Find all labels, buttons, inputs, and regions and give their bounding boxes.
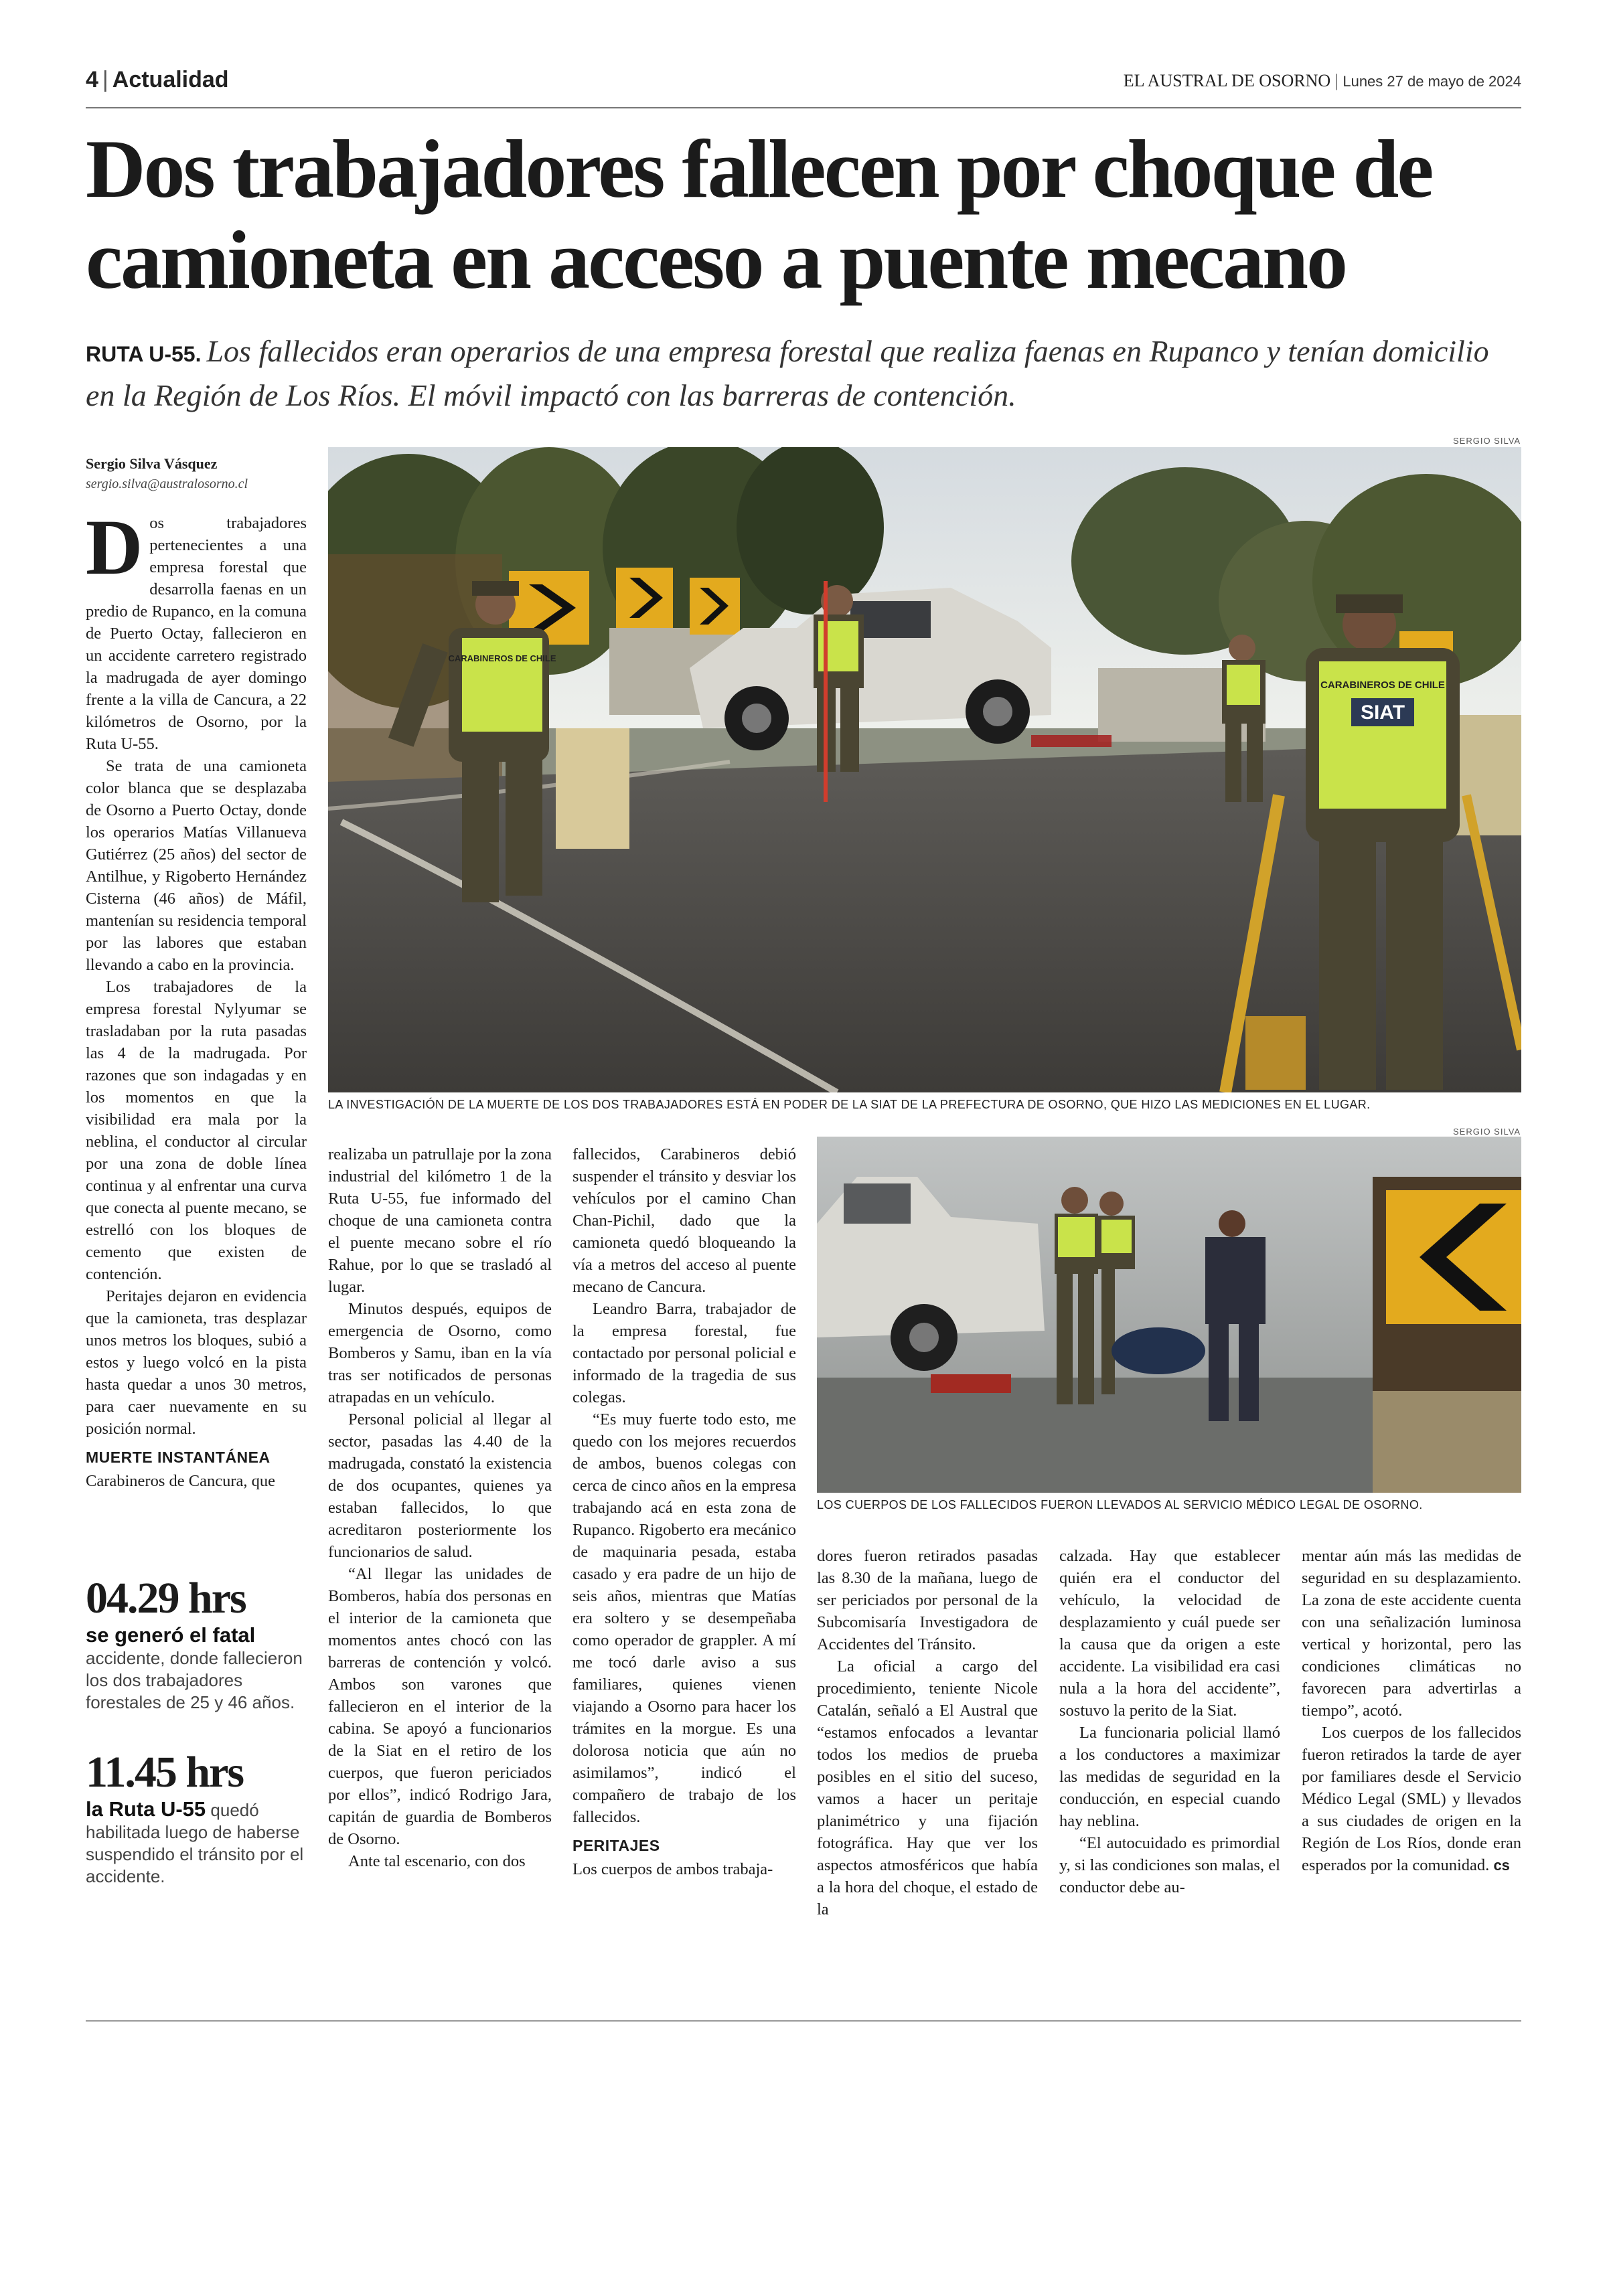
- article-column-4: [817, 1545, 1038, 1920]
- header-divider: [86, 107, 1521, 108]
- col4-paragraph-1: dores fueron retirados pasadas las 8.30 de la mañana, luego de ser periciados por personal de la Subcomisaría Investigadora de Accidentes del Tránsito.: [817, 1547, 1038, 1653]
- publication-info: EL AUSTRAL DE OSORNO | Lunes 27 de mayo de 2024: [1123, 71, 1521, 90]
- second-photo-credit: SERGIO SILVA: [1453, 1127, 1521, 1137]
- footer-divider: [86, 2020, 1521, 2022]
- section-name: Actualidad: [112, 67, 229, 92]
- col3-paragraph-3: “Es muy fuerte todo esto, me quedo con los mejores recuerdos de ambos, buenos colegas con cerca de cinco años en la empresa trabajando acá en esta zona de Rupanco. Rigoberto era mecánico de maquinaria pesada, estaba casado y era padre de un hijo de seis años, mientras que Matías era soltero y se desempeñaba como operador de grappler. A mí me tocó darle aviso a sus familiares, quienes vienen viajando a Osorno para hacer los trámites en la morgue. Es una dolorosa noticia que aún no asimilamos”, indicó el compañero de trabajo de los fallecidos.: [572, 1410, 796, 1826]
- byline-name: Sergio Silva Vásquez: [86, 455, 218, 472]
- stat-box-2: [86, 1747, 313, 1888]
- col2-paragraph-5: Ante tal escenario, con dos: [348, 1852, 526, 1870]
- main-photo-image: [328, 447, 1521, 1092]
- col1-paragraph-5: Carabineros de Cancura, que: [86, 1472, 275, 1490]
- byline-email[interactable]: sergio.silva@australosorno.cl: [86, 477, 248, 491]
- col5-paragraph-3: “El autocuidado es primordial y, si las condiciones son malas, el conductor debe au-: [1059, 1834, 1280, 1896]
- main-photo-caption: LA INVESTIGACIÓN DE LA MUERTE DE LOS DOS TRABAJADORES ESTÁ EN PODER DE LA SIAT DE LA PREFECTURA DE OSORNO, QUE HIZO LAS MEDICIONES EN EL LUGAR.: [328, 1098, 1371, 1111]
- subhead-peritajes: PERITAJES: [572, 1837, 660, 1854]
- col3-paragraph-4: Los cuerpos de ambos trabaja-: [572, 1860, 773, 1878]
- col3-paragraph-1: fallecidos, Carabineros debió suspender el tránsito y desviar los vehículos por el camino Chan Chan-Pichil, dado que la camioneta quedó bloqueando la vía a metros del acceso al puente mecano de Cancura.: [572, 1145, 796, 1296]
- col1-paragraph-4: Peritajes dejaron en evidencia que la camioneta, tras desplazar unos metros los bloques, subió a estos y luego volcó en la pista hasta quedar a unos 30 metros, para caer nuevamente en su posición normal.: [86, 1287, 307, 1438]
- page-section-label: 4 | Actualidad: [86, 67, 229, 92]
- stat-lead-1: se generó el fatal: [86, 1623, 256, 1647]
- stat-text-2: quedó habilitada luego de haberse suspendido el tránsito por el accidente.: [86, 1800, 304, 1886]
- col2-paragraph-2: Minutos después, equipos de emergencia de Osorno, como Bomberos y Samu, iban en la vía tras ser notificados de personas atrapadas en un vehículo.: [328, 1300, 552, 1406]
- vest-label: SIAT: [1360, 702, 1405, 724]
- article-column-5: [1059, 1545, 1280, 1898]
- page-number: 4: [86, 67, 98, 92]
- stat-value-2: 11.45 hrs: [86, 1748, 244, 1797]
- stat-text-1: accidente, donde fallecieron los dos trabajadores forestales de 25 y 46 años.: [86, 1648, 303, 1712]
- headline: [86, 124, 1532, 306]
- col1-paragraph-2: Se trata de una camioneta color blanca que se desplazaba de Osorno a Puerto Octay, donde los operarios Matías Villanueva Gutiérrez (25 años) del sector de Antilhue, y Rigoberto Hernández Cisterna (46 años) de Máfil, mantenían su residencia temporal por las labores que estaban llevando a cabo en la provincia.: [86, 757, 307, 974]
- publication-name: EL AUSTRAL DE OSORNO: [1123, 71, 1331, 90]
- headline-line-1: Dos trabajadores fallecen por choque de: [86, 123, 1432, 215]
- subhead-muerte-instantanea: MUERTE INSTANTÁNEA: [86, 1449, 271, 1466]
- stat-value-1: 04.29 hrs: [86, 1574, 246, 1623]
- vest-text-left: CARABINEROS DE CHILE: [448, 653, 556, 663]
- deck-text: Los fallecidos eran operarios de una empresa forestal que realiza faenas en Rupanco y tenían domicilio en la Región de Los Ríos. El móvil impactó con las barreras de contención.: [86, 334, 1489, 412]
- deck: [86, 331, 1525, 416]
- article-column-2: [328, 1143, 552, 1872]
- stat-box-1: [86, 1573, 313, 1714]
- col3-paragraph-2: Leandro Barra, trabajador de la empresa forestal, fue contactado por personal policial e informado de la tragedia de sus colegas.: [572, 1300, 796, 1406]
- second-photo: [817, 1137, 1521, 1493]
- dropcap: D: [86, 503, 143, 591]
- chevron-sign-icon: [1373, 1177, 1521, 1493]
- vest-text-right: CARABINEROS DE CHILE: [1320, 679, 1445, 691]
- col5-paragraph-2: La funcionaria policial llamó a los conductores a maximizar las medidas de seguridad en la conducción, en especial cuando hay neblina.: [1059, 1724, 1280, 1830]
- col1-paragraph-1: os trabajadores pertenecientes a una empresa forestal que desarrolla faenas en un predio de Rupanco, en la comuna de Puerto Octay, fallecieron en un accidente carretero registrado la madrugada de ayer domingo frente a la villa de Cancura, a 22 kilómetros de Osorno, por la Ruta U-55.: [86, 514, 307, 753]
- issue-date: Lunes 27 de mayo de 2024: [1343, 73, 1521, 90]
- col6-paragraph-2: Los cuerpos de los fallecidos fueron retirados la tarde de ayer por familiares desde el Servicio Médico Legal (SML) y llevados a sus ciudades de origen en la Región de Los Ríos, donde eran esperados por la comunidad.: [1302, 1724, 1521, 1874]
- main-photo: [328, 447, 1521, 1092]
- col2-paragraph-3: Personal policial al llegar al sector, pasadas las 4.40 de la madrugada, constató la existencia de dos ocupantes, quienes ya estaban fallecidos, lo que acreditaron posteriormente los funcionarios de salud.: [328, 1410, 552, 1561]
- deck-kicker: RUTA U-55.: [86, 342, 202, 366]
- stat-lead-2: la Ruta U-55: [86, 1797, 206, 1821]
- col4-paragraph-2: La oficial a cargo del procedimiento, teniente Nicole Catalán, señaló a El Austral que “estamos enfocados a levantar todos los medios de prueba posibles en el sitio del suceso, vamos a hacer un peritaje planimétrico y una fijación fotográfica. Hay que ver los aspectos atmosféricos que había a la hora del choque, el estado de la: [817, 1657, 1038, 1918]
- col2-paragraph-1: realizaba un patrullaje por la zona industrial del kilómetro 1 de la Ruta U-55, fue informado del choque de una camioneta contra el puente mecano sobre el río Rahue, por lo que se trasladó al lugar.: [328, 1145, 552, 1296]
- article-column-6: [1302, 1545, 1521, 1876]
- headline-line-2: camioneta en acceso a puente mecano: [86, 214, 1347, 306]
- col6-paragraph-1: mentar aún más las medidas de seguridad en su desplazamiento. La zona de este accidente cuenta con una señalización luminosa vertical y horizontal, pero las condiciones climáticas no favorecen para advertirlas a tiempo”, acotó.: [1302, 1547, 1521, 1720]
- col2-paragraph-4: “Al llegar las unidades de Bomberos, había dos personas en el interior de la camioneta que momentos antes chocó con las barreras de contención y volcó. Ambos son varones que fallecieron en el interior de la cabina. Se apoyó a funcionarios de la Siat en el retiro de los cuerpos, que fueron periciados por ellos”, indicó Rodrigo Jara, capitán de guardia de Bomberos de Osorno.: [328, 1565, 552, 1848]
- col1-paragraph-3: Los trabajadores de la empresa forestal Nylyumar se trasladaban por la ruta pasadas las 4 de la madrugada. Por razones que son indagadas y en los momentos en que la visibilidad era mala por la neblina, el conductor al circular por una zona de doble línea continua y al enfrentar una curva que conecta al puente mecano, se estrelló con los bloques de cemento que existen de contención.: [86, 978, 307, 1283]
- second-photo-caption: LOS CUERPOS DE LOS FALLECIDOS FUERON LLEVADOS AL SERVICIO MÉDICO LEGAL DE OSORNO.: [817, 1498, 1423, 1511]
- end-mark-icon: cs: [1493, 1857, 1510, 1874]
- col5-paragraph-1: calzada. Hay que establecer quién era el conductor del vehículo, la velocidad de desplazamiento y cuál puede ser la causa que da origen a este accidente. La visibilidad era casi nula a la hora del accidente”, sostuvo la perito de la Siat.: [1059, 1547, 1280, 1720]
- article-column-1: [86, 503, 307, 1492]
- article-column-3: [572, 1143, 796, 1880]
- second-photo-image: [817, 1137, 1521, 1493]
- main-photo-credit: SERGIO SILVA: [1453, 436, 1521, 446]
